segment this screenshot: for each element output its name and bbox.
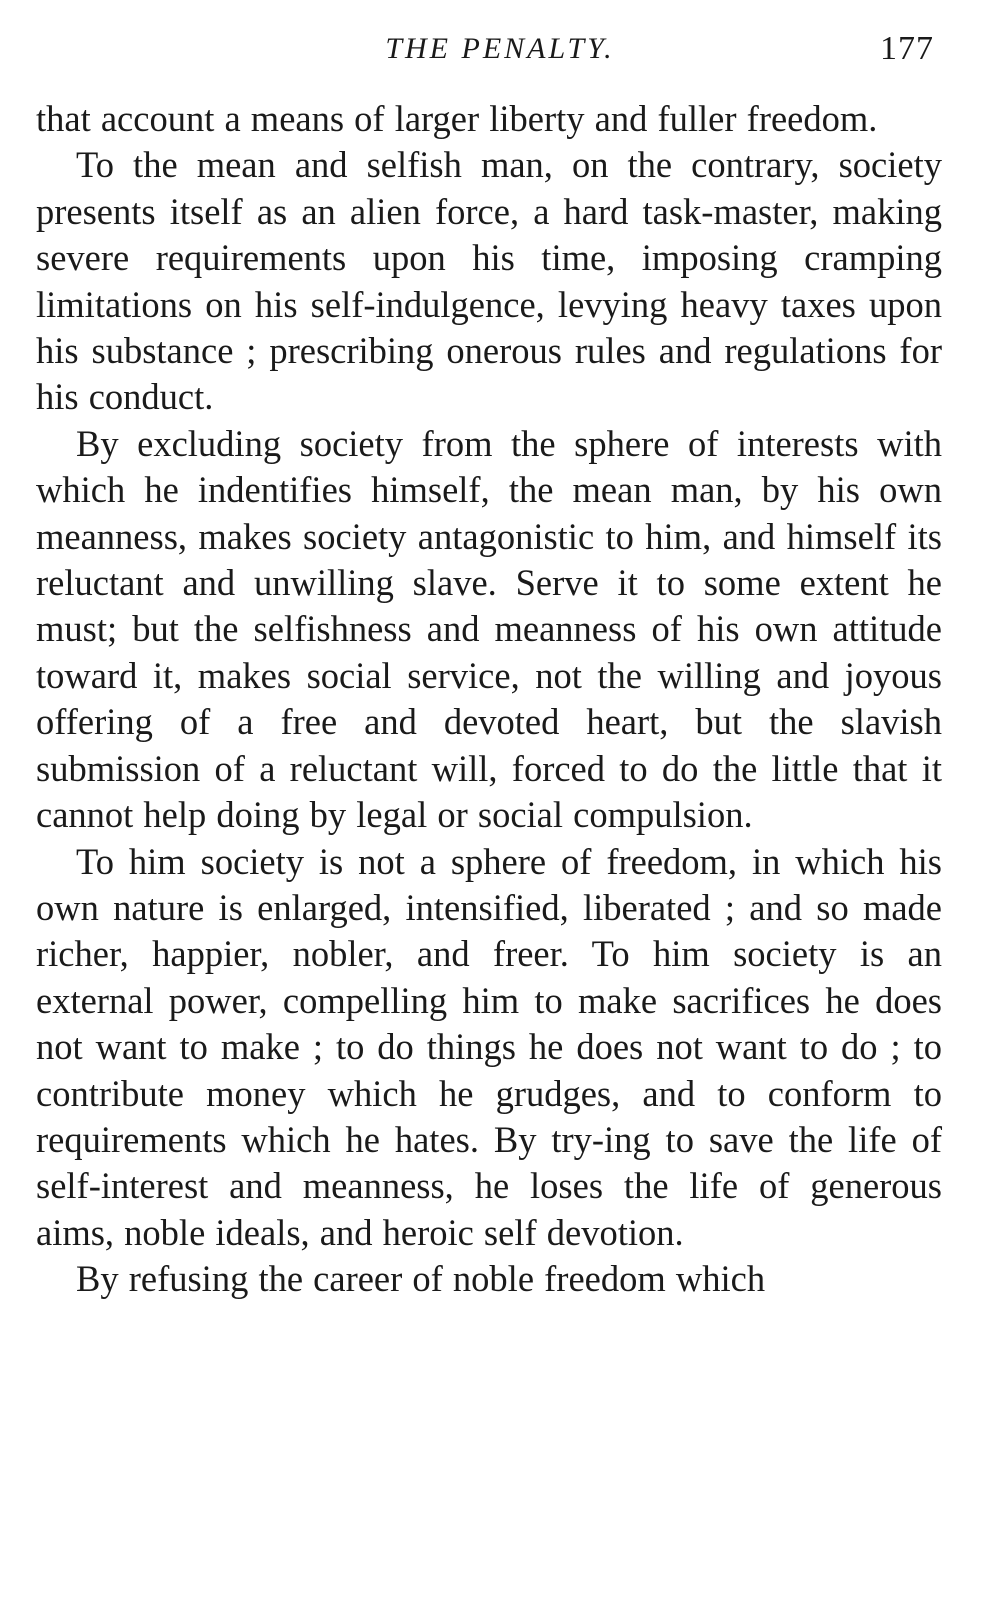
page-number: 177 (880, 30, 934, 67)
body-text (36, 96, 942, 1303)
running-head-title: THE PENALTY. (385, 32, 615, 65)
paragraph-continued: that account a means of larger liberty and fuller freedom. (36, 98, 878, 139)
paragraph: To the mean and selfish man, on the contrary, society presents itself as an alien force, a hard task-master, making severe requirements upon his time, imposing cramping limitations on his self-indulgence, levying heavy taxes upon his substance ; prescribing onerous rules and regulations for his conduct. (36, 144, 942, 418)
running-head (0, 28, 1000, 72)
paragraph: To him society is not a sphere of freedom, in which his own nature is enlarged, intensified, liberated ; and so made richer, happier, nobler, and freer. To him society is an external power, compelling him to make sacrifices he does not want to make ; to do things he does not want to do ; to contribute money which he grudges, and to conform to requirements which he hates. By try-ing to save the life of self-interest and meanness, he loses the life of generous aims, noble ideals, and heroic self devotion. (36, 840, 942, 1253)
paragraph: By excluding society from the sphere of interests with which he indentifies himself, the mean man, by his own meanness, makes society antagonistic to him, and himself its reluctant and unwilling slave. Serve it to some extent he must; but the selfishness and meanness of his own attitude toward it, makes social service, not the willing and joyous offering of a free and devoted heart, but the slavish submission of a reluctant will, forced to do the little that it cannot help doing by legal or social compulsion. (36, 422, 942, 836)
paragraph-last: By refusing the career of noble freedom which (76, 1258, 766, 1300)
